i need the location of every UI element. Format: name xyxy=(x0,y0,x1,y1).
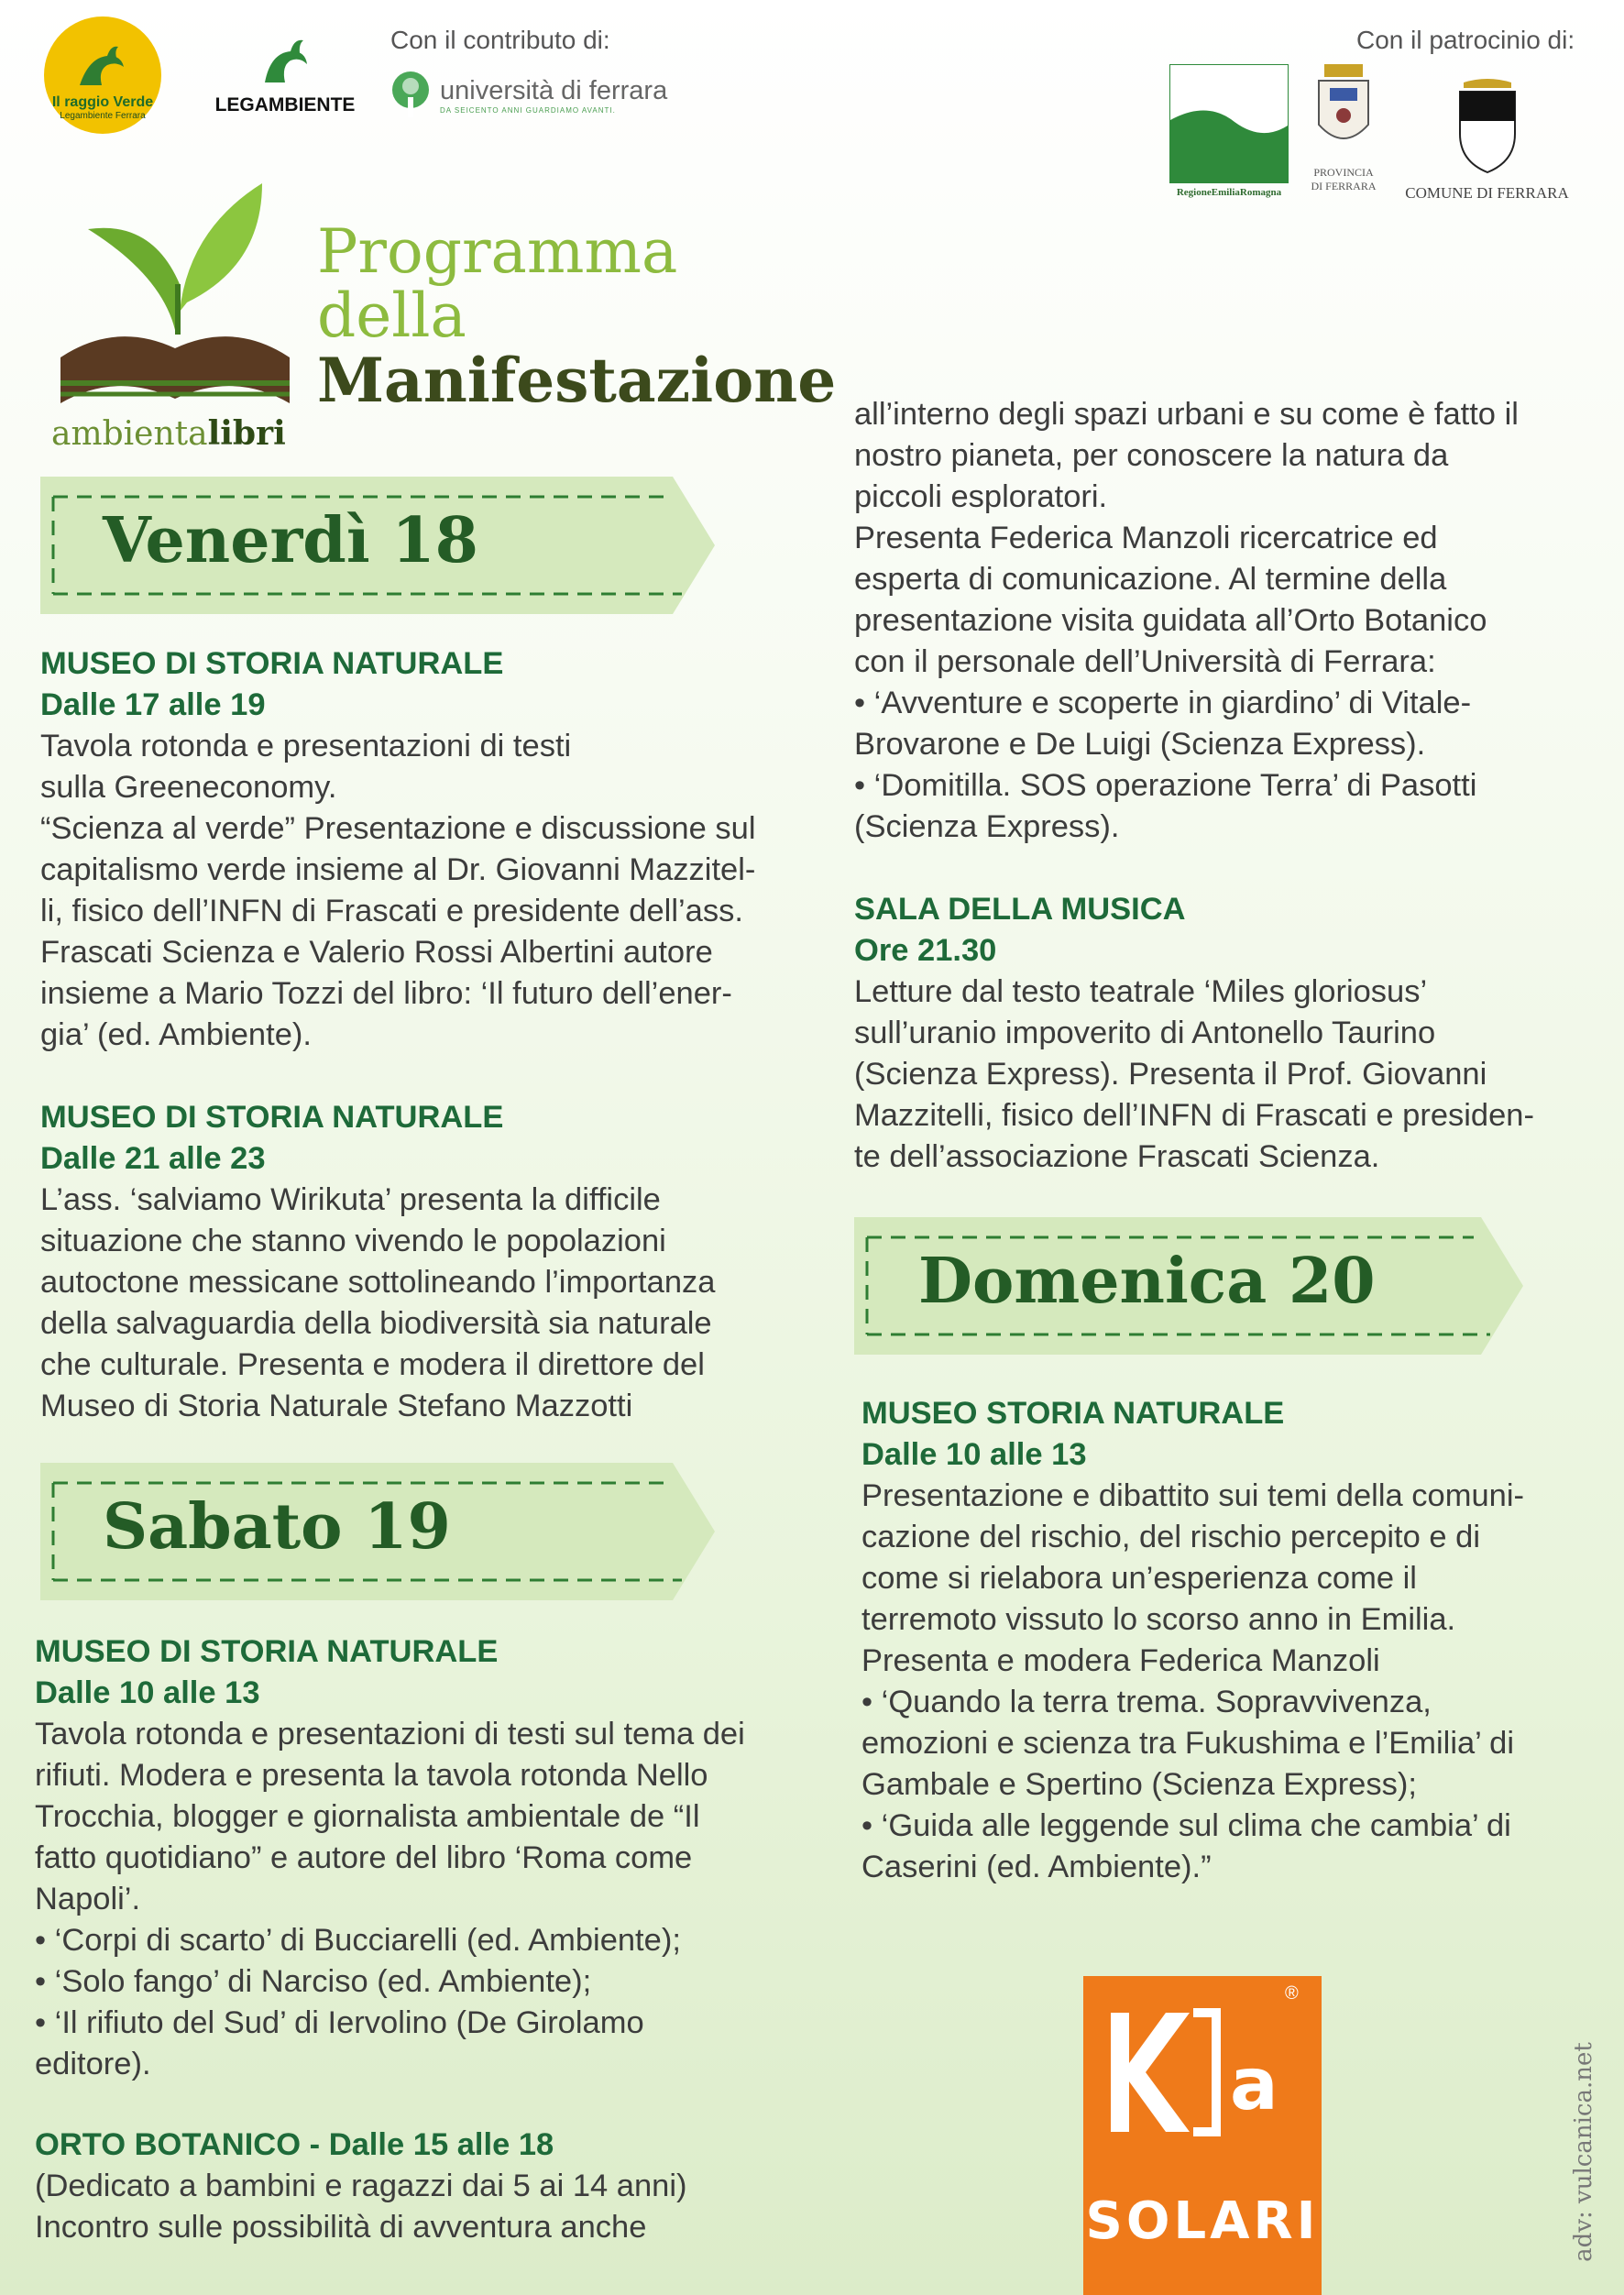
legambiente-text: LEGAMBIENTE xyxy=(214,94,356,115)
solari-a-letter: a xyxy=(1230,2044,1278,2126)
day-label-saturday: Sabato 19 xyxy=(103,1490,451,1564)
solari-logo xyxy=(1083,1976,1322,2295)
event-description: all’interno degli spazi urbani e su come è fatto il nostro pianeta, per conoscere la natura da piccoli esploratori. Presenta Federica Manzoli ricercatrice ed esperta di comunicazione. Al termine della presentazione visita guidata all’Orto Botanico con il personale dell’Università di Ferrara: • ‘Avventure e scoperte in giardino’ di Vitale- Brovarone e De Luigi (Scienza Express). • ‘Domitilla. SOS operazione Terra’ di Pasotti (Scienza Express). xyxy=(854,397,1519,844)
swan-icon xyxy=(71,39,135,94)
event-time: Dalle 10 alle 13 xyxy=(35,1675,260,1710)
event-sunday-1 xyxy=(861,1393,1595,1888)
unife-logo xyxy=(390,70,667,121)
unife-name: università di ferrara xyxy=(440,76,668,105)
day-label-friday: Venerdì 18 xyxy=(103,504,478,577)
event-venue: MUSEO DI STORIA NATURALE xyxy=(40,1100,504,1135)
comune-caption: COMUNE DI FERRARA xyxy=(1405,184,1569,202)
registered-mark: ® xyxy=(1285,1983,1299,2004)
event-time: Ore 21.30 xyxy=(854,933,997,968)
contributo-label: Con il contributo di: xyxy=(390,26,610,54)
event-description: (Dedicato a bambini e ragazzi dai 5 ai 14 anni) Incontro sulle possibilità di avventura anche xyxy=(35,2169,687,2245)
event-description: Tavola rotonda e presentazioni di testi sulla Greeneconomy. “Scienza al verde” Presentazione e discussione sul capitalismo verde insieme al Dr. Giovanni Mazzitel- li, fisico dell’INFN di Frascati e presidente dell’ass. Frascati Scienza e Valerio Rossi Albertini autore insieme a Mario Tozzi del libro: ‘Il futuro dell’ener- gia’ (ed. Ambiente). xyxy=(40,729,756,1052)
legambiente-logo xyxy=(207,33,363,116)
title-line-3: Manifestazione xyxy=(317,345,837,416)
unife-tagline: DA SEICENTO ANNI GUARDIAMO AVANTI. xyxy=(440,106,616,115)
event-description: L’ass. ‘salviamo Wirikuta’ presenta la difficile situazione che stanno vivendo le popolazioni autoctone messicane sottolineando l’importanza della salvaguardia della biodiversità sia naturale che culturale. Presenta e modera il direttore del Museo di Storia Naturale Stefano Mazzotti xyxy=(40,1182,716,1423)
event-venue-time: ORTO BOTANICO - Dalle 15 alle 18 xyxy=(35,2127,554,2162)
provincia-ferrara-logo xyxy=(1307,60,1380,193)
event-venue: MUSEO DI STORIA NATURALE xyxy=(35,1634,499,1669)
day-label-sunday: Domenica 20 xyxy=(918,1245,1376,1318)
raggio-verde-name: Il raggio Verde xyxy=(51,94,154,110)
patrocinio-label: Con il patrocinio di: xyxy=(1356,26,1575,54)
page-title xyxy=(317,216,837,416)
provincia-caption-1: PROVINCIA xyxy=(1313,166,1374,179)
event-time: Dalle 17 alle 19 xyxy=(40,687,266,722)
event-time: Dalle 21 alle 23 xyxy=(40,1141,266,1176)
comune-shield-icon xyxy=(1451,77,1524,174)
day-banner-friday xyxy=(40,477,715,614)
event-description: Letture dal testo teatrale ‘Miles gloriosus’ sull’uranio impoverito di Antonello Taurino (Scienza Express). Presenta il Prof. Giovanni Mazzitelli, fisico dell’INFN di Frascati e presiden- te dell’associazione Frascati Scienza. xyxy=(854,974,1534,1174)
regione-emilia-romagna-logo xyxy=(1169,64,1289,198)
event-description: Tavola rotonda e presentazioni di testi sul tema dei rifiuti. Modera e presenta la tavola rotonda Nello Trocchia, blogger e giornalista ambientale de “Il fatto quotidiano” e autore del libro ‘Roma come Napoli’. • ‘Corpi di scarto’ di Bucciarelli (ed. Ambiente); • ‘Solo fango’ di Narciso (ed. Ambiente); • ‘Il rifiuto del Sud’ di Iervolino (De Girolamo editore). xyxy=(35,1717,745,2081)
event-saturday-2 xyxy=(35,2125,823,2248)
regione-caption: RegioneEmiliaRomagna xyxy=(1176,187,1282,198)
adv-credit-text: adv: vulcanica.net xyxy=(1570,2042,1597,2262)
event-friday-1 xyxy=(40,643,810,1056)
book-sprout-icon xyxy=(51,174,299,412)
solari-word: SOLARI xyxy=(1085,2191,1320,2251)
event-saturday-1 xyxy=(35,1631,823,2085)
event-saturday-3 xyxy=(854,889,1587,1178)
event-venue: MUSEO STORIA NATURALE xyxy=(861,1396,1285,1431)
il-raggio-verde-logo xyxy=(44,16,161,134)
day-banner-sunday xyxy=(854,1217,1523,1355)
wordmark-part-a: ambienta xyxy=(51,415,208,453)
provincia-caption-2: DI FERRARA xyxy=(1311,180,1377,192)
regione-flag-icon xyxy=(1170,65,1288,182)
adv-credit xyxy=(1565,2042,1602,2262)
title-line-1: Programma xyxy=(317,216,678,287)
event-description: Presentazione e dibattito sui temi della comuni- cazione del rischio, del rischio percepito e di come si rielabora un’esperienza come il terremoto vissuto lo scorso anno in Emilia. Presenta e modera Federica Manzoli • ‘Quando la terra trema. Sopravvivenza, emozioni e scienza tra Fukushima e l’Emilia’ di Gambale e Spertino (Scienza Express); • ‘Guida alle leggende sul clima che cambia’ di Caserini (ed. Ambiente).” xyxy=(861,1478,1524,1884)
event-venue: MUSEO DI STORIA NATURALE xyxy=(40,646,504,681)
provincia-crest-icon xyxy=(1311,60,1376,161)
wordmark-part-b: libri xyxy=(207,414,286,453)
event-saturday-2-continued xyxy=(854,394,1587,848)
event-time: Dalle 10 alle 13 xyxy=(861,1437,1087,1472)
legambiente-swan-icon xyxy=(258,33,313,90)
raggio-verde-sub: Legambiente Ferrara xyxy=(60,111,146,121)
title-line-2: della xyxy=(317,280,466,351)
comune-ferrara-logo xyxy=(1393,77,1581,203)
tree-icon xyxy=(390,70,431,121)
event-friday-2 xyxy=(40,1097,810,1427)
ambientalibri-wordmark xyxy=(51,414,286,453)
day-banner-saturday xyxy=(40,1463,715,1600)
event-venue: SALA DELLA MUSICA xyxy=(854,892,1186,927)
